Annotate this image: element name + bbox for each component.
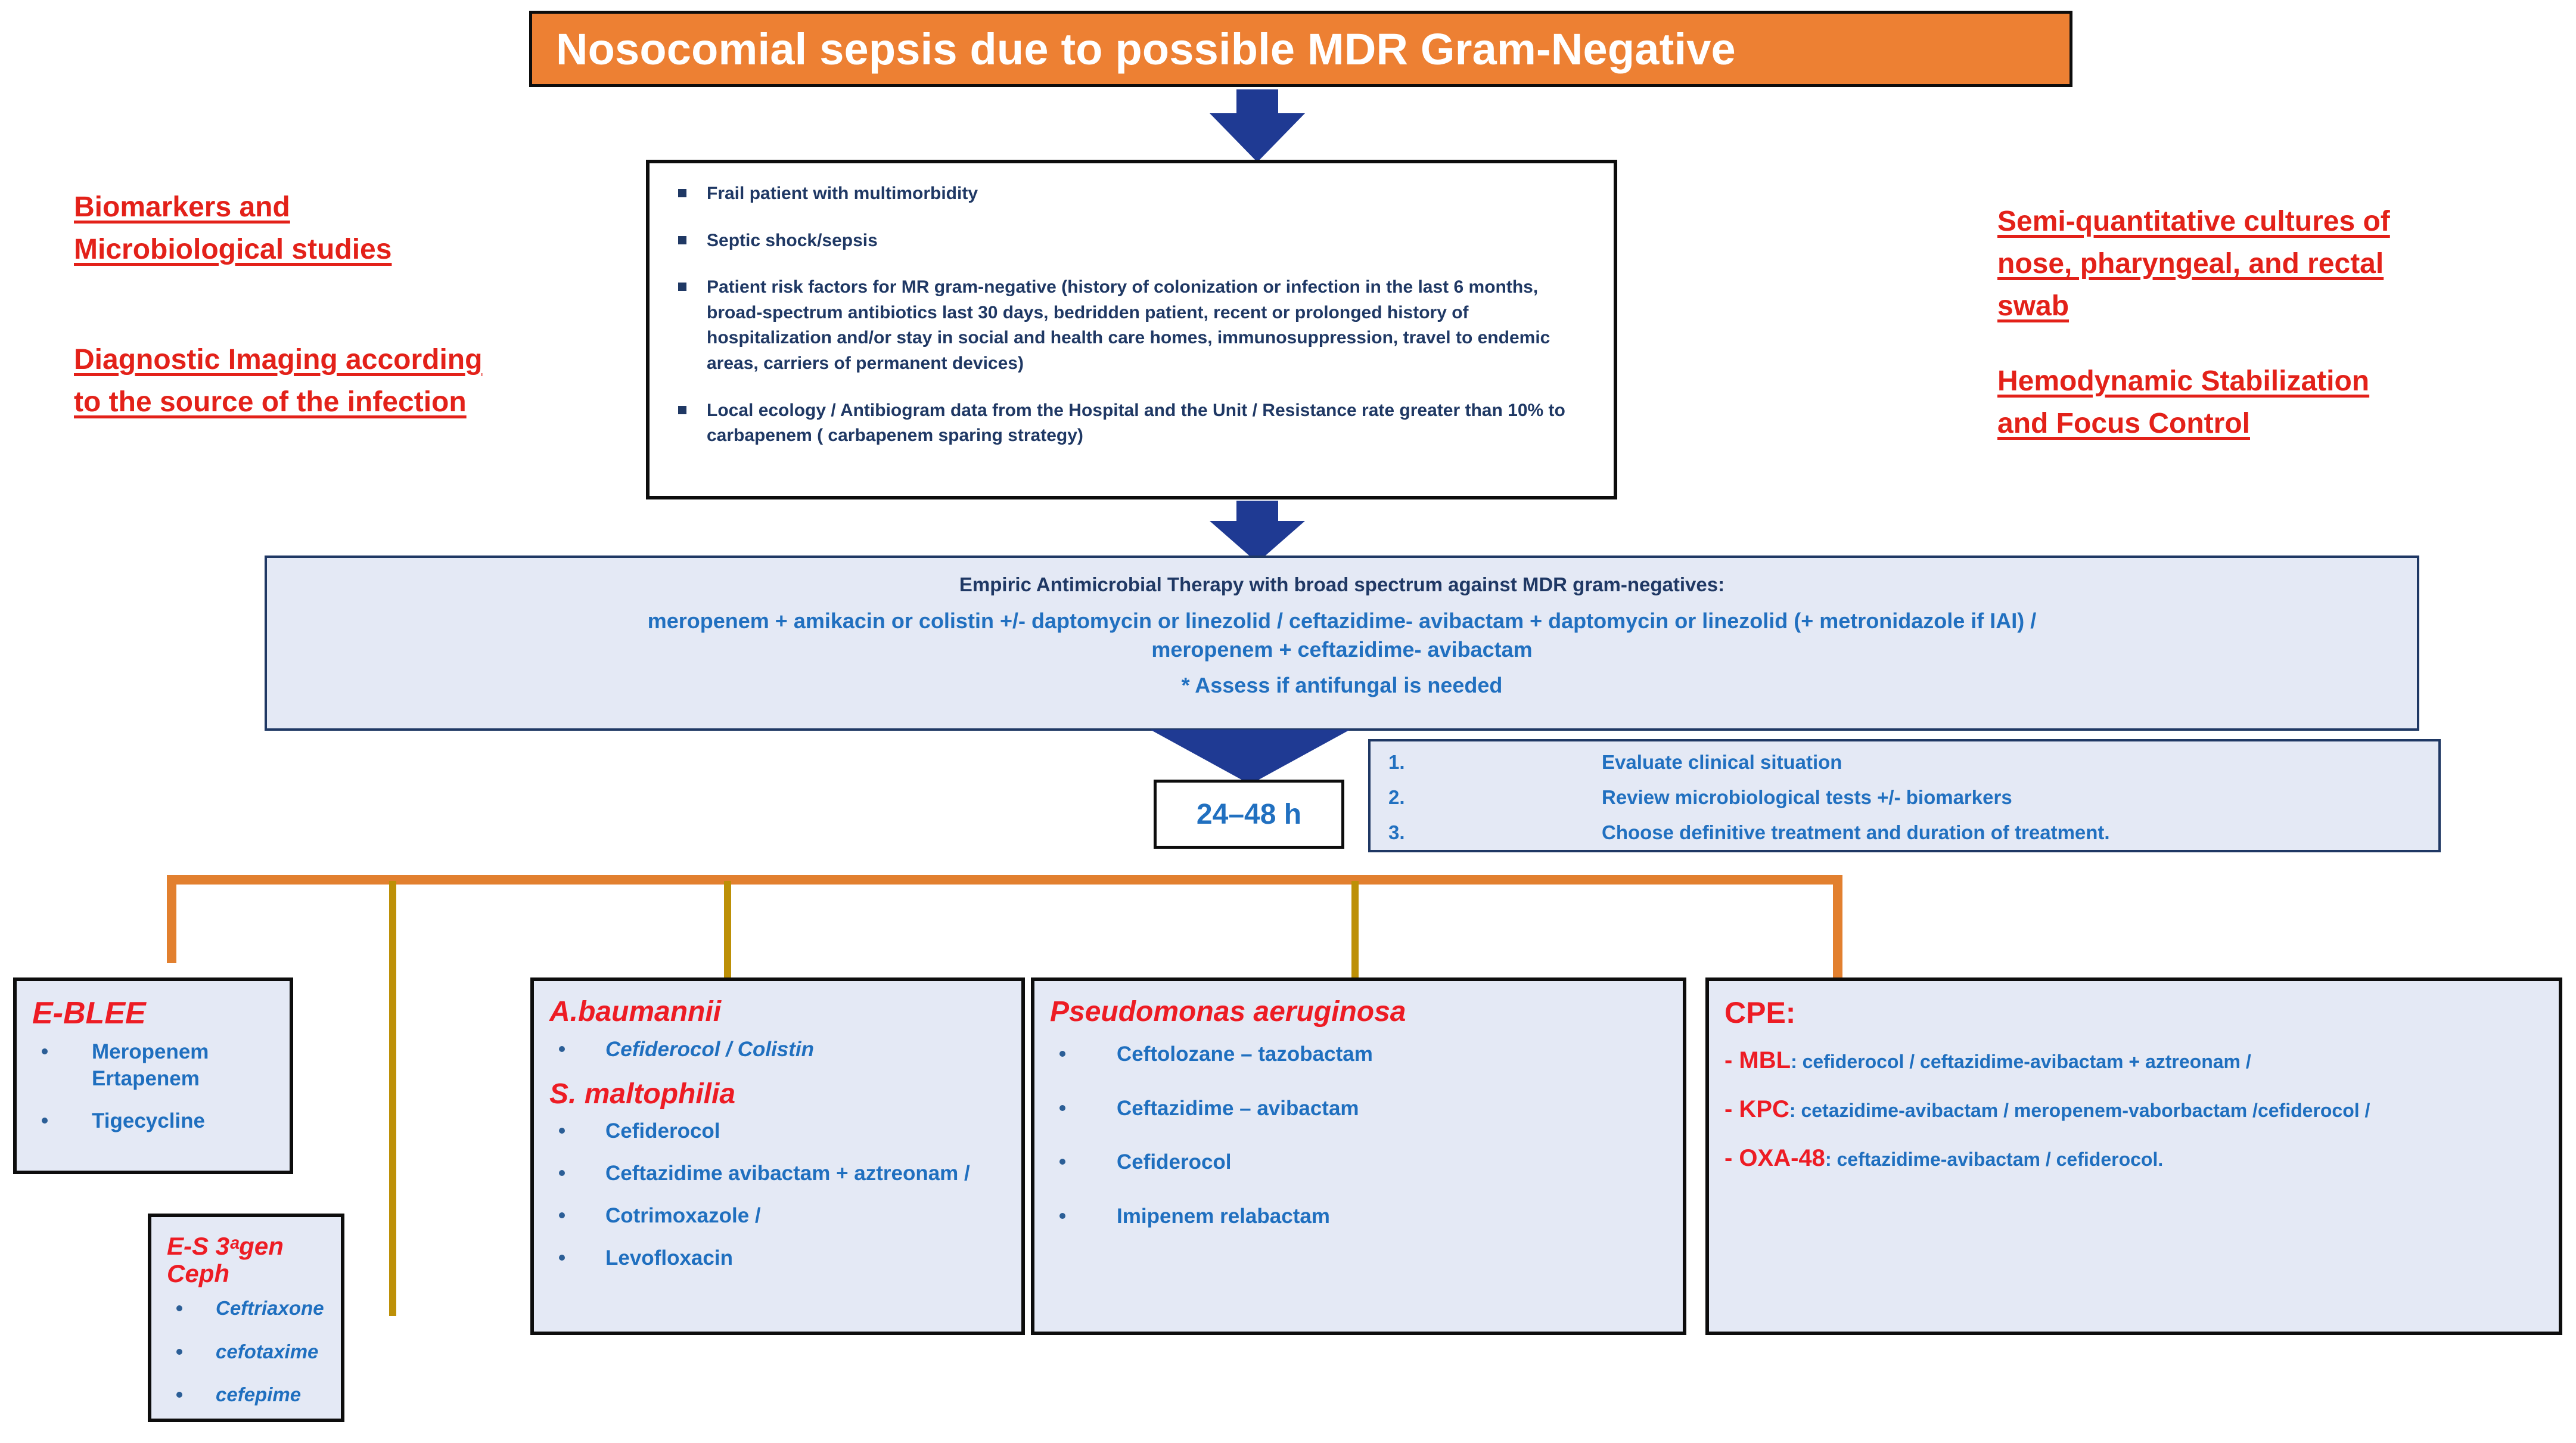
bullet-square-icon (678, 236, 686, 244)
bullet-square-icon (678, 189, 686, 197)
treatment-label: cefotaxime (216, 1340, 319, 1363)
annotation-line: Microbiological studies (74, 234, 392, 266)
empiric-regimen-line-2: meropenem + ceftazidime- avibactam (1151, 637, 1533, 662)
empiric-therapy-box (265, 556, 2419, 731)
criteria-item (670, 228, 1593, 254)
organism-box-abaumannii (530, 977, 1025, 1335)
bullet-square-icon (678, 406, 686, 414)
treatment-label: Cotrimoxazole / (605, 1203, 761, 1227)
bracket-left-stub (167, 875, 176, 963)
criteria-box (646, 160, 1617, 499)
criteria-item (670, 398, 1593, 449)
criteria-item-text: Patient risk factors for MR gram-negative (history of colonization or infection in the last 6 months, broad-spectrum antibiotics last 30 days, bedridden patient, recent or prolonged history of hospitalization and/or stay in social and health care homes, immunosuppression, travel to endemic areas, carriers of permanent devices) (707, 277, 1550, 373)
next-steps-box (1368, 739, 2441, 852)
empiric-regimen-line-1: meropenem + amikacin or colistin +/- daptomycin or linezolid / ceftazidime- avibactam + daptomycin or linezolid (+ metronidazole if IAI) / (647, 609, 2037, 633)
bullet-dot-icon (176, 1349, 182, 1355)
annotation-diagnostic-imaging (74, 339, 634, 423)
treatment-item (167, 1296, 325, 1321)
treatment-item (167, 1339, 325, 1364)
treatment-label: Meropenem Ertapenem (92, 1040, 209, 1090)
annotation-cultures (1997, 200, 2569, 327)
bullet-dot-icon (559, 1046, 565, 1052)
treatment-label: Tigecycline (92, 1109, 206, 1132)
bullet-dot-icon (559, 1255, 565, 1261)
treatment-label: Ceftriaxone (216, 1297, 324, 1320)
treatment-label: cefepime (216, 1383, 302, 1405)
annotation-hemodynamic (1997, 360, 2569, 445)
treatment-item (549, 1118, 1006, 1145)
treatment-item (549, 1037, 1006, 1063)
cpe-line-oxa48 (1724, 1144, 2543, 1172)
organism-title: E-S 3ᵃgen Ceph (167, 1232, 284, 1288)
organism-title: CPE: (1724, 996, 1796, 1029)
page-title: Nosocomial sepsis due to possible MDR Gram-Negative (556, 24, 1736, 74)
bullet-square-icon (678, 283, 686, 291)
organism-title: Pseudomonas aeruginosa (1050, 996, 1406, 1028)
cpe-value: : cetazidime-avibactam / meropenem-vaborbactam /cefiderocol / (1789, 1100, 2370, 1121)
annotation-biomarkers (74, 186, 634, 271)
arrow-empiric-to-timebox (1150, 730, 1350, 784)
treatment-label: Ceftolozane – tazobactam (1117, 1042, 1373, 1066)
treatment-item (1050, 1149, 1667, 1176)
empiric-antifungal-note: * Assess if antifungal is needed (1181, 673, 1503, 698)
step-number: 3. (1388, 821, 1405, 843)
treatment-item (1050, 1203, 1667, 1230)
treatment-item (549, 1160, 1006, 1187)
treatment-label: Ceftazidime – avibactam (1117, 1096, 1359, 1120)
annotation-line: Semi-quantitative cultures of (1997, 206, 2390, 237)
criteria-item-text: Frail patient with multimorbidity (707, 184, 978, 203)
step-row (1371, 787, 2438, 807)
step-row (1371, 823, 2438, 842)
bullet-dot-icon (1059, 1051, 1065, 1057)
treatment-label: Ceftazidime avibactam + aztreonam / (605, 1162, 970, 1186)
arrow-title-to-criteria (1210, 89, 1305, 161)
empiric-header: Empiric Antimicrobial Therapy with broad spectrum against MDR gram-negatives: (959, 573, 1725, 595)
treatment-label: Cefiderocol (1117, 1150, 1232, 1174)
drop-line-es-ceph (389, 881, 396, 1316)
organism-box-pseudomonas (1031, 977, 1686, 1335)
criteria-item-text: Local ecology / Antibiogram data from the Hospital and the Unit / Resistance rate greater than 10% to carbapenem ( carbapenem sparing strategy) (707, 400, 1565, 446)
cpe-key: - KPC (1724, 1096, 1789, 1122)
cpe-line-kpc (1724, 1095, 2543, 1124)
bullet-dot-icon (42, 1048, 48, 1054)
annotation-line: swab (1997, 290, 2069, 322)
organism-title: A.baumannii (549, 996, 722, 1028)
treatment-item (1050, 1096, 1667, 1122)
treatment-item (549, 1203, 1006, 1230)
step-row (1371, 752, 2438, 772)
criteria-item (670, 181, 1593, 207)
annotation-line: and Focus Control (1997, 408, 2250, 440)
drop-line-abaumannii (724, 881, 731, 977)
criteria-item-text: Septic shock/sepsis (707, 230, 878, 250)
annotation-line: nose, pharyngeal, and rectal (1997, 248, 2384, 280)
treatment-label: Imipenem relabactam (1117, 1205, 1330, 1228)
bullet-dot-icon (1059, 1159, 1065, 1165)
step-number: 2. (1388, 786, 1405, 808)
annotation-line: Diagnostic Imaging according (74, 344, 483, 376)
bullet-dot-icon (176, 1305, 182, 1311)
bracket-horizontal-bar (167, 875, 1842, 885)
bullet-dot-icon (559, 1212, 565, 1218)
cpe-key: - OXA-48 (1724, 1145, 1825, 1171)
organism-subtitle: S. maltophilia (549, 1078, 736, 1110)
treatment-item (1050, 1041, 1667, 1068)
annotation-line: Hemodynamic Stabilization (1997, 365, 2370, 397)
bracket-right-stub (1833, 875, 1842, 977)
bullet-dot-icon (176, 1392, 182, 1398)
annotation-line: Biomarkers and (74, 191, 290, 223)
bullet-dot-icon (559, 1170, 565, 1176)
step-number: 1. (1388, 751, 1405, 773)
cpe-line-mbl (1724, 1046, 2543, 1075)
organism-title: E-BLEE (32, 996, 146, 1031)
treatment-label: Cefiderocol (605, 1119, 720, 1143)
cpe-key: - MBL (1724, 1047, 1791, 1073)
bullet-dot-icon (1059, 1105, 1065, 1111)
arrow-criteria-to-empiric (1210, 501, 1305, 563)
step-label: Choose definitive treatment and duration of treatment. (1602, 821, 2110, 843)
organism-box-es-ceph (148, 1214, 344, 1422)
drop-line-pseudomonas (1351, 881, 1359, 977)
time-window-label: 24–48 h (1196, 798, 1302, 830)
time-window-box (1154, 780, 1344, 849)
organism-box-eblee (13, 977, 293, 1174)
treatment-label: Levofloxacin (605, 1246, 733, 1270)
criteria-item (670, 275, 1593, 376)
step-label: Review microbiological tests +/- biomarkers (1602, 786, 2012, 808)
step-label: Evaluate clinical situation (1602, 751, 1842, 773)
organism-box-cpe (1705, 977, 2562, 1335)
annotation-line: to the source of the infection (74, 386, 467, 418)
cpe-value: : ceftazidime-avibactam / cefiderocol. (1825, 1149, 2164, 1170)
treatment-label: Cefiderocol / Colistin (605, 1037, 815, 1061)
treatment-item (549, 1245, 1006, 1272)
cpe-value: : cefiderocol / ceftazidime-avibactam + aztreonam / (1791, 1051, 2251, 1072)
bullet-dot-icon (559, 1128, 565, 1134)
treatment-item (32, 1039, 274, 1093)
bullet-dot-icon (42, 1118, 48, 1124)
treatment-item (32, 1108, 274, 1135)
bullet-dot-icon (1059, 1213, 1065, 1219)
treatment-item (167, 1382, 325, 1407)
title-banner (529, 11, 2072, 87)
